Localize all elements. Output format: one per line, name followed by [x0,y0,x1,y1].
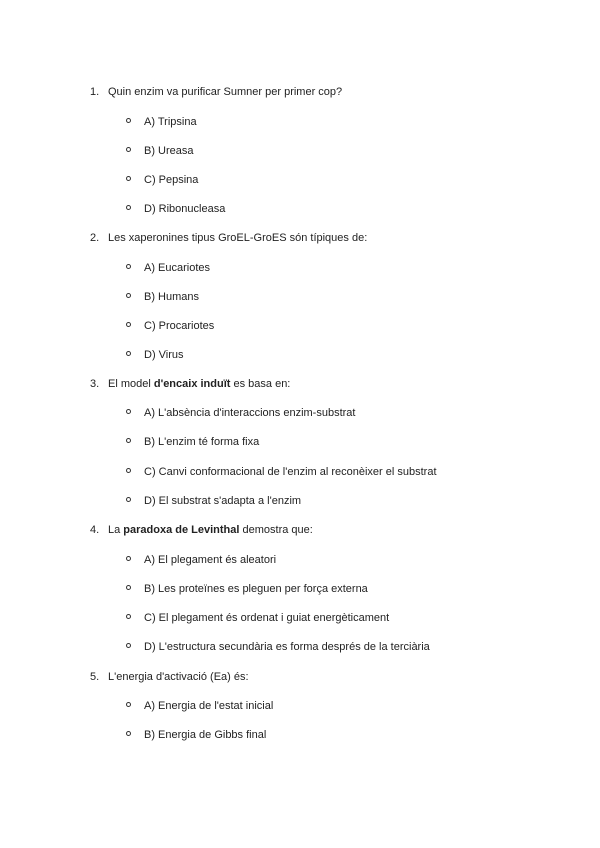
circle-bullet-icon [126,702,131,707]
option-text: A) L'absència d'interaccions enzim-substrat [144,407,356,419]
circle-bullet-icon [126,351,131,356]
question-3 [0,377,600,397]
question-number: 1. [90,86,100,98]
option-text: B) Humans [144,291,200,303]
option-3b [0,435,600,451]
option-4d [0,640,600,656]
question-text [108,523,313,537]
circle-bullet-icon [126,438,131,443]
option-text: B) Ureasa [144,145,194,157]
option-text: D) L'estructura secundària es forma després de la terciària [144,641,430,653]
circle-bullet-icon [126,731,131,736]
question-number: 4. [90,524,100,536]
option-text: D) El substrat s'adapta a l'enzim [144,495,302,507]
option-text: D) Ribonucleasa [144,203,226,215]
option-5b [0,728,600,744]
circle-bullet-icon [126,585,131,590]
question-5 [0,670,600,690]
option-4c [0,611,600,627]
question-text-bold: paradoxa de Levinthal [123,524,240,536]
circle-bullet-icon [126,409,131,414]
question-text [108,377,290,391]
option-text: B) Energia de Gibbs final [144,729,267,741]
circle-bullet-icon [126,293,131,298]
option-text: C) El plegament és ordenat i guiat energèticament [144,612,390,624]
circle-bullet-icon [126,264,131,269]
option-2d [0,348,600,364]
question-number: 2. [90,232,100,244]
circle-bullet-icon [126,468,131,473]
option-1d [0,202,600,218]
circle-bullet-icon [126,176,131,181]
question-4 [0,523,600,543]
question-2 [0,231,600,251]
circle-bullet-icon [126,497,131,502]
option-text: D) Virus [144,349,184,361]
option-3c [0,465,600,481]
question-text-pre: El model [108,378,154,390]
option-3a [0,406,600,422]
question-text: L'energia d'activació (Ea) és: [108,671,249,683]
option-text: A) Tripsina [144,116,197,128]
question-number: 3. [90,378,100,390]
option-text: B) Les proteïnes es pleguen per força externa [144,583,368,595]
question-text: Quin enzim va purificar Sumner per primer cop? [108,86,343,98]
question-1 [0,85,600,105]
option-text: C) Procariotes [144,320,215,332]
circle-bullet-icon [126,322,131,327]
option-2a [0,261,600,277]
option-4a [0,553,600,569]
question-text-post: es basa en: [230,378,291,390]
question-text-post: demostra que: [239,524,313,536]
option-text: A) Energia de l'estat inicial [144,700,274,712]
circle-bullet-icon [126,147,131,152]
option-2b [0,290,600,306]
question-text: Les xaperonines tipus GroEL-GroES són típiques de: [108,232,368,244]
option-text: C) Canvi conformacional de l'enzim al reconèixer el substrat [144,466,437,478]
option-text: A) Eucariotes [144,262,211,274]
option-5a [0,699,600,715]
option-3d [0,494,600,510]
question-number: 5. [90,671,100,683]
circle-bullet-icon [126,643,131,648]
option-text: B) L'enzim té forma fixa [144,436,260,448]
option-4b [0,582,600,598]
circle-bullet-icon [126,556,131,561]
circle-bullet-icon [126,118,131,123]
circle-bullet-icon [126,205,131,210]
circle-bullet-icon [126,614,131,619]
option-2c [0,319,600,335]
option-1a [0,115,600,131]
question-text-pre: La [108,524,124,536]
option-1c [0,173,600,189]
option-text: C) Pepsina [144,174,199,186]
option-1b [0,144,600,160]
question-text-bold: d'encaix induït [153,378,231,390]
option-text: A) El plegament és aleatori [144,554,277,566]
